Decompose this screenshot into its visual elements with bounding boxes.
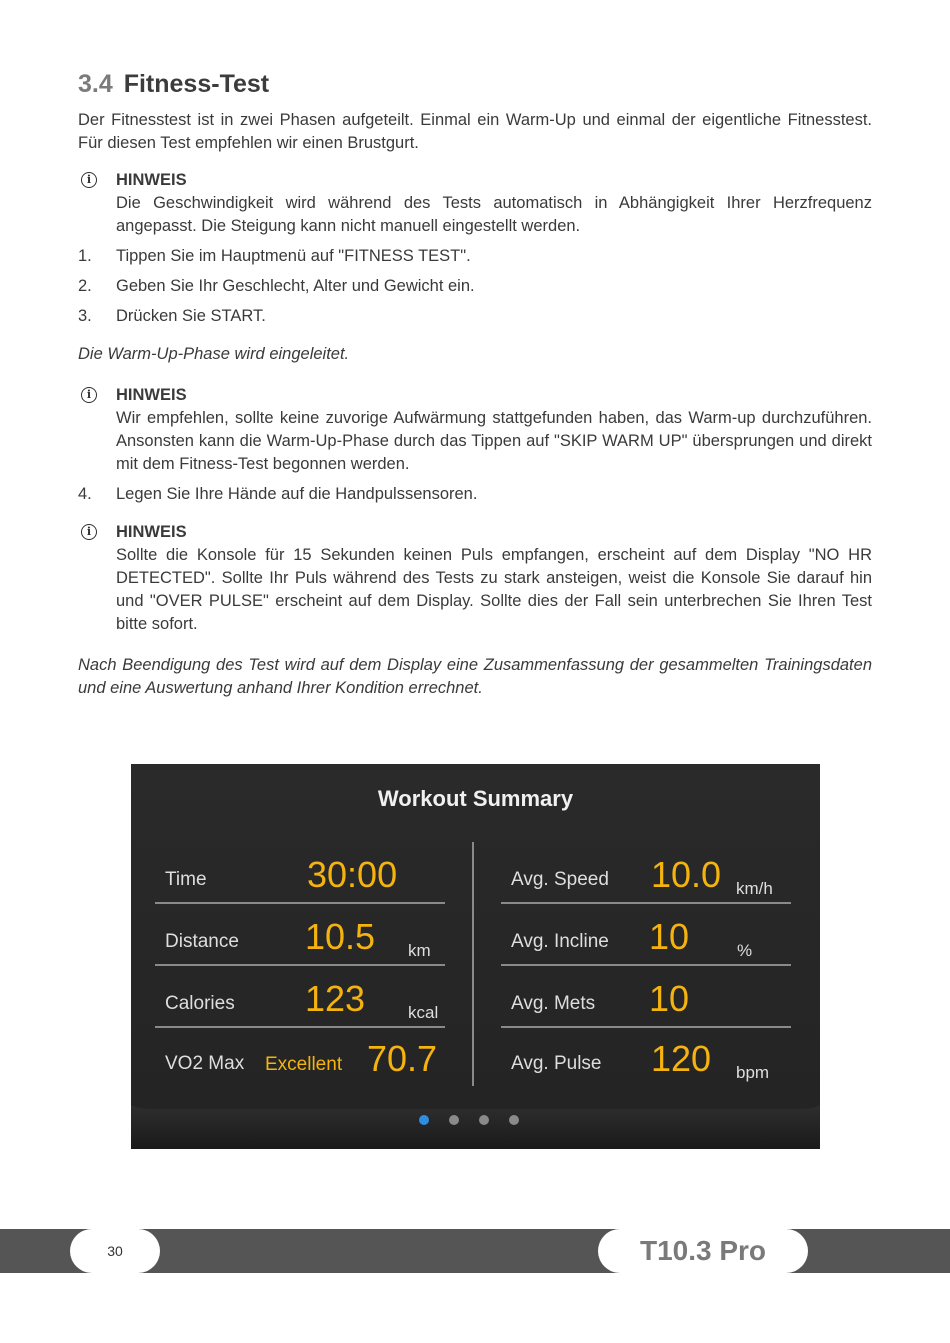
section-title-text: Fitness-Test <box>123 70 270 98</box>
warmup-text: Die Warm-Up-Phase wird eingeleitet. <box>78 345 350 363</box>
metric-label: Avg. Mets <box>511 993 596 1014</box>
page-dot-2[interactable] <box>449 1115 459 1125</box>
steps-list <box>78 245 872 328</box>
step-item <box>78 245 872 268</box>
metric-unit: bpm <box>736 1063 770 1082</box>
row-distance <box>155 904 445 966</box>
metric-label: Time <box>165 869 207 890</box>
step-number: 1. <box>78 247 92 265</box>
metric-unit: % <box>737 941 753 960</box>
step-number: 4. <box>78 485 92 503</box>
page-number: 30 <box>70 1229 160 1273</box>
step-text: Legen Sie Ihre Hände auf die Handpulssensoren. <box>116 485 478 503</box>
note-title: HINWEIS <box>116 523 187 541</box>
metric-label: Avg. Speed <box>511 869 609 890</box>
metric-value: 30:00 <box>307 854 398 895</box>
step-item <box>78 275 872 298</box>
row-avg-incline <box>501 904 791 966</box>
metric-value: 123 <box>305 978 366 1019</box>
step-item <box>78 483 872 506</box>
note-2 <box>78 384 872 476</box>
metric-label: Avg. Pulse <box>511 1053 602 1074</box>
info-icon: i <box>81 387 97 403</box>
vo2-rating: Excellent <box>265 1054 343 1075</box>
page-dot-4[interactable] <box>509 1115 519 1125</box>
metric-unit: km <box>408 941 431 960</box>
section-number: 3.4 <box>78 70 113 98</box>
workout-summary-screen <box>131 764 820 1149</box>
row-time <box>155 842 445 904</box>
metric-label: Avg. Incline <box>511 931 609 952</box>
page-indicator <box>419 1112 539 1130</box>
column-divider <box>472 842 474 1086</box>
row-avg-pulse <box>501 1026 791 1088</box>
metric-value: 70.7 <box>367 1038 438 1079</box>
step-number: 2. <box>78 277 92 295</box>
screen-title: Workout Summary <box>377 786 574 811</box>
section-title <box>78 70 872 99</box>
row-avg-speed <box>501 842 791 904</box>
note-title: HINWEIS <box>116 386 187 404</box>
metric-label: Calories <box>165 993 235 1014</box>
note-title: HINWEIS <box>116 171 187 189</box>
metric-value: 120 <box>651 1038 712 1079</box>
page-dot-1[interactable] <box>419 1115 429 1125</box>
intro-paragraph: Der Fitnesstest ist in zwei Phasen aufgeteilt. Einmal ein Warm-Up und einmal der eigentliche Fitnesstest. Für diesen Test empfehlen wir einen Brustgurt. <box>78 111 872 152</box>
metric-unit: kcal <box>408 1003 439 1022</box>
metric-unit: km/h <box>736 879 773 898</box>
summary-text: Nach Beendigung des Test wird auf dem Display eine Zusammenfassung der gesammelten Trainingsdaten und eine Auswertung anhand Ihrer Kondition errechnet. <box>78 656 872 697</box>
note-text: Die Geschwindigkeit wird während des Tests automatisch in Abhängigkeit Ihrer Herzfrequenz angepasst. Die Steigung kann nicht manuell eingestellt werden. <box>116 194 872 235</box>
metric-value: 10 <box>649 978 690 1019</box>
page-content <box>78 70 872 700</box>
info-icon: i <box>81 172 97 188</box>
note-3 <box>78 521 872 636</box>
metric-label: VO2 Max <box>165 1053 245 1074</box>
step-item <box>78 305 872 328</box>
step-text: Geben Sie Ihr Geschlecht, Alter und Gewicht ein. <box>116 277 475 295</box>
note-text: Wir empfehlen, sollte keine zuvorige Aufwärmung stattgefunden haben, das Warm-up durchzuführen. Ansonsten kann die Warm-Up-Phase durch das Tippen auf "SKIP WARM UP" übersprungen und direkt mit dem Fitness-Test begonnen werden. <box>116 409 872 473</box>
metric-label: Distance <box>165 931 239 952</box>
step-text: Drücken Sie START. <box>116 307 266 325</box>
metric-value: 10.0 <box>651 854 722 895</box>
page-dot-3[interactable] <box>479 1115 489 1125</box>
step-text: Tippen Sie im Hauptmenü auf "FITNESS TEST". <box>116 247 471 265</box>
metric-value: 10.5 <box>305 916 376 957</box>
info-icon: i <box>81 524 97 540</box>
model-name: T10.3 Pro <box>598 1229 808 1273</box>
note-1 <box>78 169 872 238</box>
row-avg-mets <box>501 966 791 1028</box>
row-vo2max <box>155 1026 445 1088</box>
note-text: Sollte die Konsole für 15 Sekunden keinen Puls empfangen, erscheint auf dem Display "NO HR DETECTED". Sollte Ihr Puls während des Tests zu stark ansteigen, weist die Konsole Sie darauf hin und "OVER PULSE" erscheint auf dem Display. Sollte dies der Fall sein unterbrechen Sie Ihren Test bitte sofort. <box>116 546 872 633</box>
row-calories <box>155 966 445 1028</box>
step-number: 3. <box>78 307 92 325</box>
metric-value: 10 <box>649 916 690 957</box>
